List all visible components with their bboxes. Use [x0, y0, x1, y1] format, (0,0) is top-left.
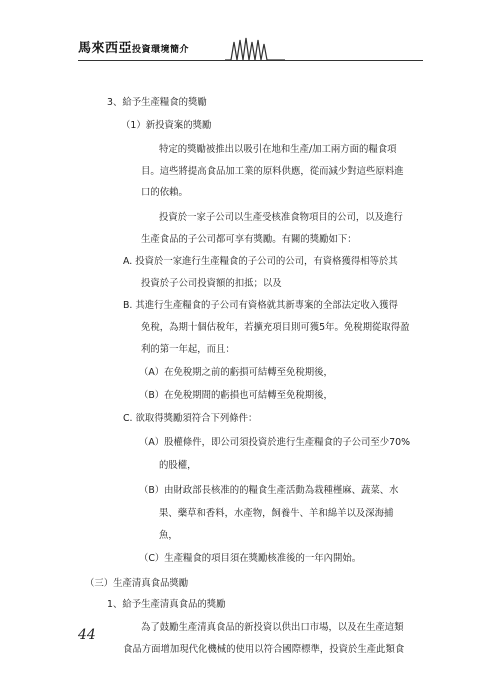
sub-item-c-b-cont: 魚， — [159, 530, 178, 541]
paragraph-line: 食品方面增加現代化機械的使用以符合國際標準，投資於生產此類食 — [123, 644, 405, 655]
paragraph-line: 特定的獎勵被推出以吸引在地和生產/加工兩方面的糧食項 — [159, 144, 397, 155]
page-number: 44 — [78, 627, 96, 643]
sub-item-c-c: （C）生產糧食的項目須在獎勵核准後的一年內開始。 — [139, 553, 362, 564]
list-item-b-cont: 利的第一年起，而且： — [141, 344, 235, 355]
header-wave-ornament — [225, 36, 285, 62]
section-heading-3: （三）生產清真食品獎勵 — [85, 578, 189, 589]
paragraph-line: 生產食品的子公司都可享有獎勵。有關的獎勵如下： — [141, 234, 357, 245]
list-item-c: C. 欲取得獎勵須符合下列條件： — [123, 413, 258, 424]
list-item-a-cont: 投資於子公司投資額的扣抵；以及 — [141, 278, 282, 289]
sub-item-c-b: （B）由財政部長核准的的糧食生產活動為栽種槿麻、蔬菜、水 — [139, 485, 399, 496]
sub-item-b-b: （B）在免稅期間的虧損也可結轉至免稅期後， — [139, 390, 333, 401]
paragraph-line: 為了鼓勵生產清真食品的新投資以供出口市場，以及在生產這類 — [141, 622, 404, 633]
list-item-b: B. 其進行生產糧食的子公司有資格就其新專案的全部法定收入獲得 — [123, 300, 398, 311]
heading-item-1: 1、給予生產清真食品的獎勵 — [107, 599, 226, 610]
header-rule — [78, 60, 423, 61]
subheading-1: （1）新投資案的獎勵 — [121, 120, 212, 131]
sub-item-b-a: （A）在免稅期之前的虧損可結轉至免稅期後， — [139, 367, 333, 378]
paragraph-line: 目。這些將提高食品加工業的原料供應，從而減少對這些原料進 — [141, 166, 404, 177]
sub-item-c-a-cont: 的股權， — [159, 460, 197, 471]
header-title-sub: 投資環境簡介 — [132, 45, 190, 55]
header-title-main: 馬來西亞 — [78, 41, 133, 56]
paragraph-line: 投資於一家子公司以生產受核准食物項目的公司，以及進行 — [159, 212, 403, 223]
sub-item-c-a: （A）股權條件，即公司須投資於進行生產糧食的子公司至少70% — [139, 437, 411, 448]
list-item-b-cont: 免稅，為期十個估稅年，若擴充項目則可獲5年。免稅期從取得盈 — [141, 322, 410, 333]
heading-item-3: 3、給予生產糧食的獎勵 — [107, 97, 207, 108]
running-header — [78, 37, 189, 56]
sub-item-c-b-cont: 果、藥草和香料，水產物，飼養牛、羊和綿羊以及深海捕 — [159, 508, 394, 519]
list-item-a: A. 投資於一家進行生產糧食的子公司的公司，有資格獲得相等於其 — [123, 256, 398, 267]
paragraph-line: 口的依賴。 — [141, 187, 188, 198]
